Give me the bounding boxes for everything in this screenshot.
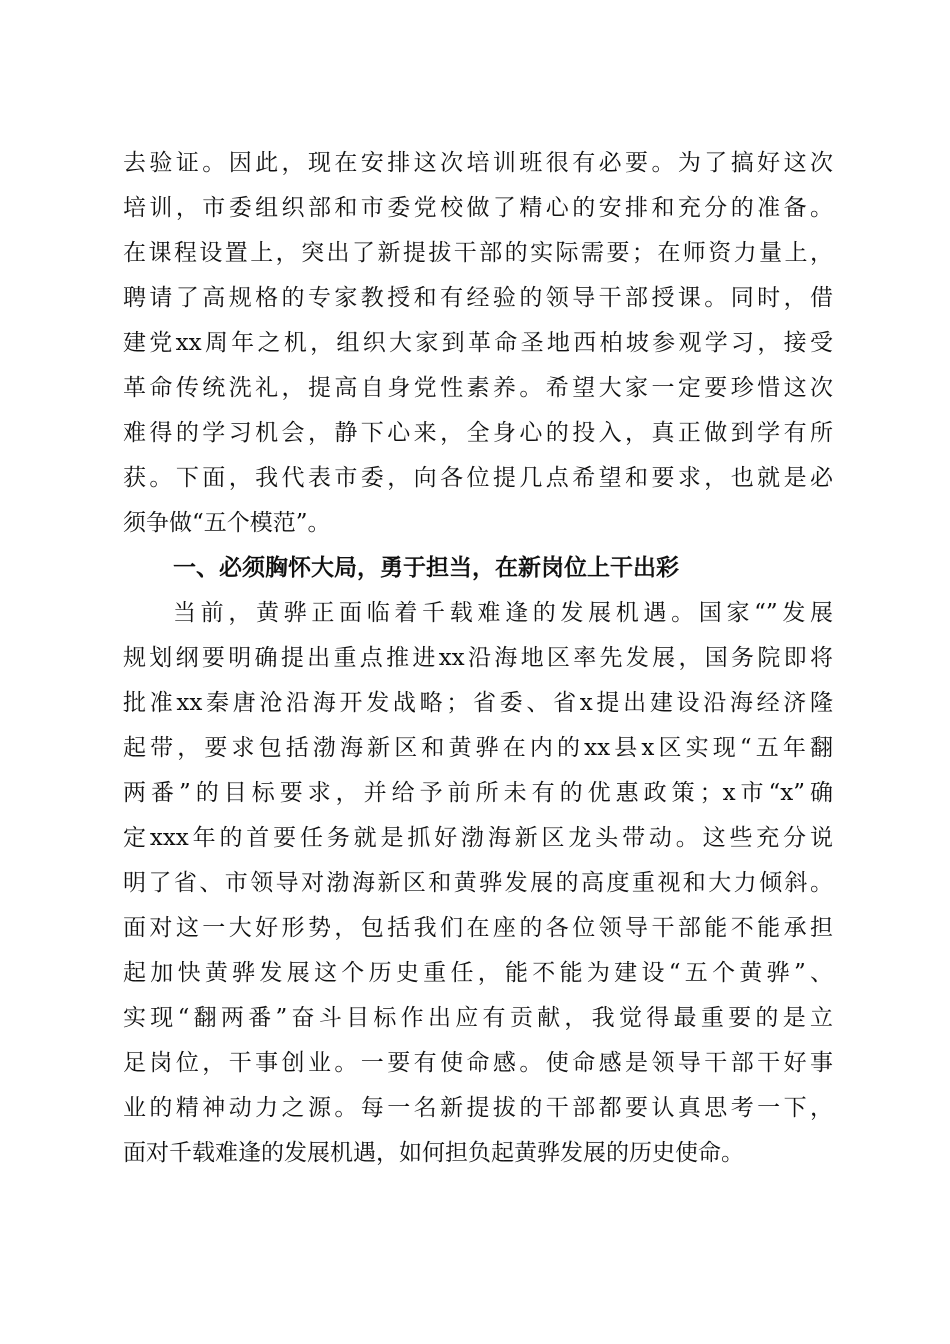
text-line: 在课程设置上，突出了新提拔干部的实际需要；在师资力量上，	[123, 240, 833, 266]
text-line: 须争做“五个模范”。	[123, 510, 331, 536]
text-line: 面对这一大好形势，包括我们在座的各位领导干部能不能承担	[123, 915, 833, 941]
text-line: 革命传统洗礼，提高自身党性素养。希望大家一定要珍惜这次	[123, 375, 833, 401]
text-line: 建党xx周年之机，组织大家到革命圣地西柏坡参观学习，接受	[123, 330, 833, 356]
text-line: 难得的学习机会，静下心来，全身心的投入，真正做到学有所	[123, 420, 833, 446]
text-line: 去验证。因此，现在安排这次培训班很有必要。为了搞好这次	[123, 150, 833, 176]
text-line: 两番”的目标要求，并给予前所未有的优惠政策；x市“x”确	[123, 780, 833, 806]
text-line: 明了省、市领导对渤海新区和黄骅发展的高度重视和大力倾斜。	[123, 870, 833, 896]
text-line: 批准xx秦唐沧沿海开发战略；省委、省x提出建设沿海经济隆	[123, 690, 833, 716]
text-line: 聘请了高规格的专家教授和有经验的领导干部授课。同时，借	[123, 285, 833, 311]
text-line: 当前，黄骅正面临着千载难逢的发展机遇。国家“”发展	[173, 600, 833, 626]
text-line: 规划纲要明确提出重点推进xx沿海地区率先发展，国务院即将	[123, 645, 833, 671]
text-line: 起带，要求包括渤海新区和黄骅在内的xx县x区实现“五年翻	[123, 735, 833, 761]
text-line: 获。下面，我代表市委，向各位提几点希望和要求，也就是必	[123, 465, 833, 491]
text-line: 面对千载难逢的发展机遇，如何担负起黄骅发展的历史使命。	[123, 1140, 744, 1166]
text-line: 定xxx年的首要任务就是抓好渤海新区龙头带动。这些充分说	[123, 825, 833, 851]
text-line: 足岗位，干事创业。一要有使命感。使命感是领导干部干好事	[123, 1050, 833, 1076]
text-line: 培训，市委组织部和市委党校做了精心的安排和充分的准备。	[123, 195, 833, 221]
text-line: 实现“翻两番”奋斗目标作出应有贡献，我觉得最重要的是立	[123, 1005, 833, 1031]
text-line: 起加快黄骅发展这个历史重任，能不能为建设“五个黄骅”、	[123, 960, 833, 986]
section-heading: 一、必须胸怀大局，勇于担当，在新岗位上干出彩	[173, 555, 679, 581]
text-line: 业的精神动力之源。每一名新提拔的干部都要认真思考一下，	[123, 1095, 833, 1121]
